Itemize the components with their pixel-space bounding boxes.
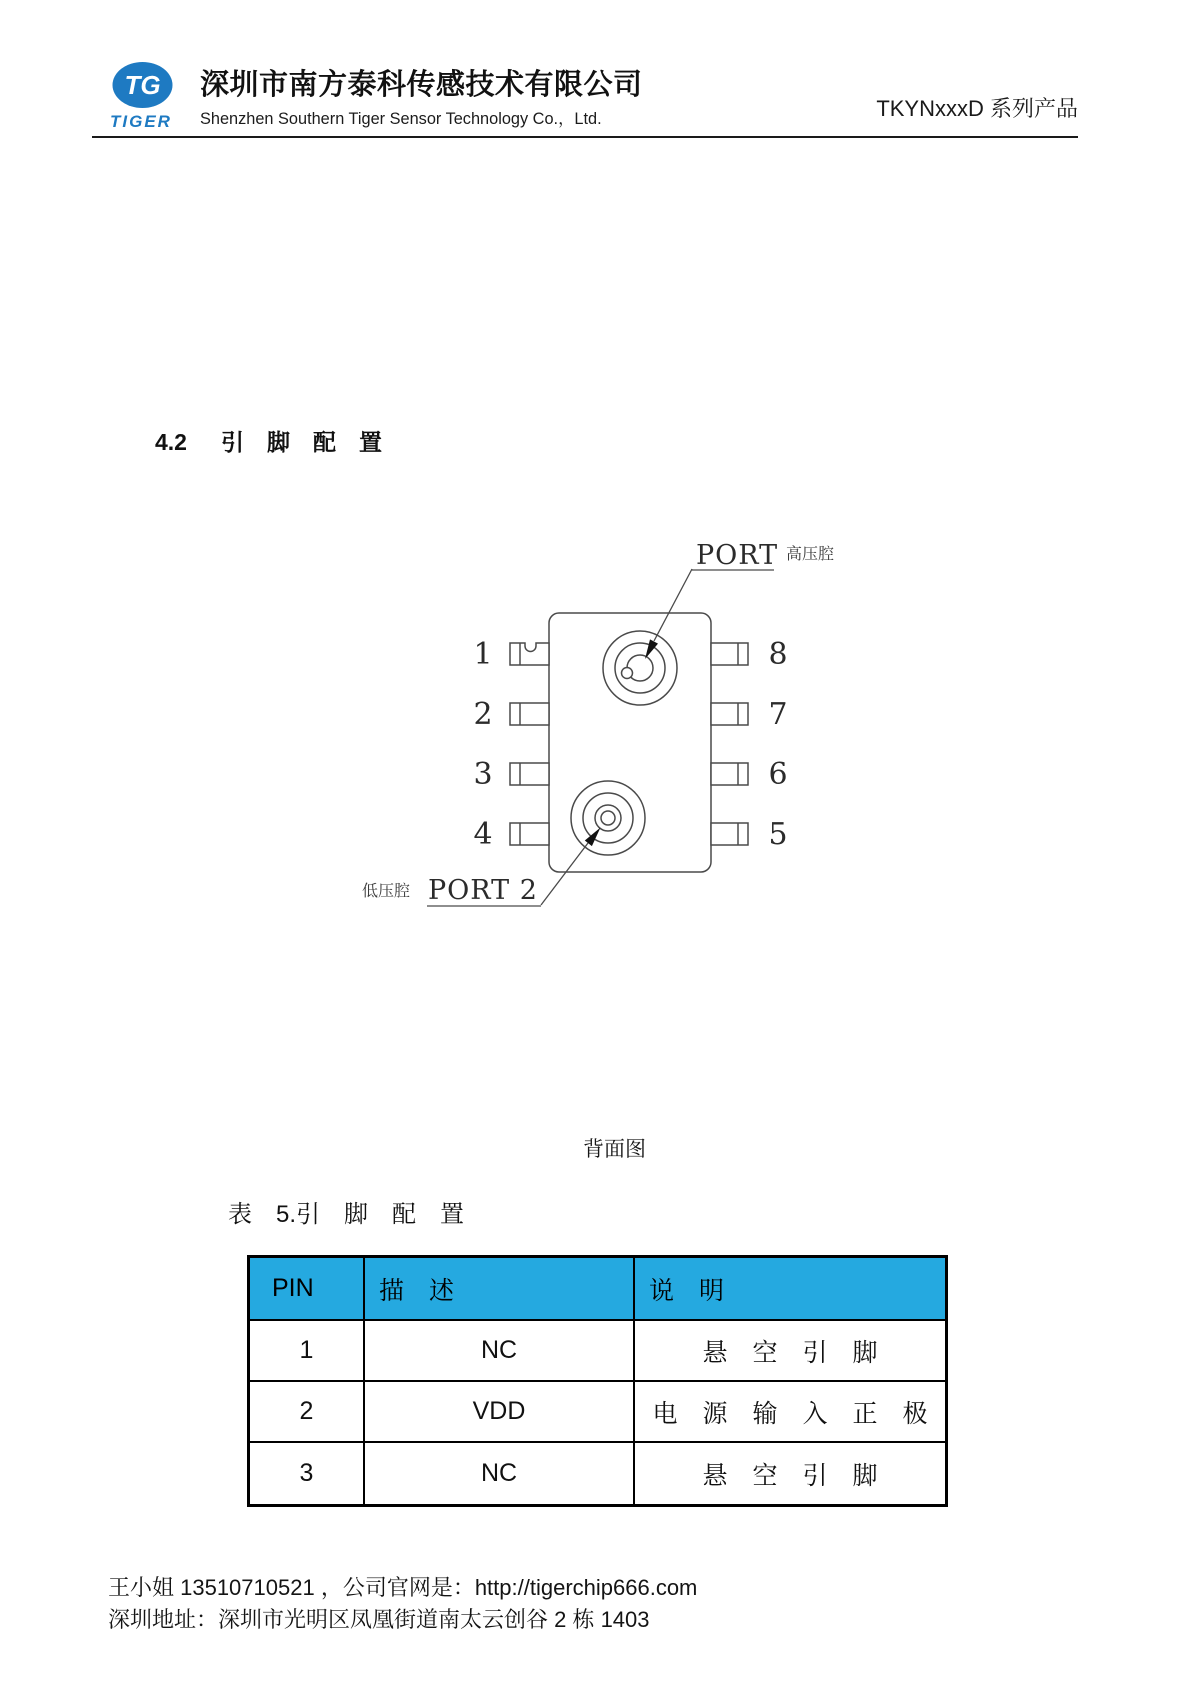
- table-row-1-pin: 1: [250, 1321, 365, 1382]
- footer-contact-line: 王小姐 13510710521 ，公司官网是：http://tigerchip666.com: [108, 1575, 698, 1600]
- port-bottom-label: PORT 2: [428, 875, 538, 906]
- logo-word: TIGER: [110, 112, 172, 131]
- table-header-pin: PIN: [250, 1258, 365, 1321]
- table-row-2-desc: VDD: [365, 1382, 635, 1443]
- table-row-2-note: 电 源 输 入 正 极: [635, 1382, 945, 1443]
- tiger-logo-icon: [108, 58, 203, 112]
- pin-number-6: 6: [768, 757, 788, 792]
- footer-address-line: 深圳地址：深圳市光明区凤凰街道南太云创谷 2 栋 1403: [108, 1607, 650, 1632]
- pin-configuration-diagram: [330, 500, 870, 930]
- company-logo: [108, 58, 203, 140]
- pin-shape-6: [711, 763, 748, 785]
- pin-number-1: 1: [473, 637, 493, 672]
- table-header-note: 说 明: [635, 1258, 945, 1321]
- table-caption: 表 5.引 脚 配 置: [228, 1201, 465, 1228]
- figure-caption: 背面图: [583, 1138, 646, 1161]
- header-divider: [92, 136, 1078, 138]
- pin-number-2: 2: [473, 697, 493, 732]
- section-title-text: 引 脚 配 置: [220, 429, 382, 455]
- section-title: [155, 424, 382, 457]
- table-row-1-desc: NC: [365, 1321, 635, 1382]
- table-row-3-note: 悬 空 引 脚: [702, 1461, 878, 1490]
- pin-shape-8: [711, 643, 748, 665]
- section-number: 4.2: [155, 429, 187, 455]
- table-row-3-desc: NC: [365, 1443, 635, 1504]
- low-pressure-chamber-label: 低压腔: [362, 883, 411, 900]
- pin-shape-2: [510, 703, 549, 725]
- pin-shape-4: [510, 823, 549, 845]
- pin-configuration-table: [247, 1255, 948, 1507]
- chip-body: [549, 613, 711, 872]
- pin-number-5: 5: [768, 817, 788, 852]
- company-name-en: Shenzhen Southern Tiger Sensor Technology Co.，Ltd.: [200, 109, 602, 128]
- high-pressure-chamber-label: 高压腔: [786, 546, 835, 563]
- product-series-label: TKYNxxxD 系列产品: [876, 96, 1078, 121]
- pin-number-3: 3: [473, 757, 493, 792]
- pin-number-8: 8: [768, 637, 788, 672]
- pin-shape-5: [711, 823, 748, 845]
- port-top-label: PORT: [696, 540, 779, 571]
- pin-shape-7: [711, 703, 748, 725]
- table-row-3-pin: 3: [250, 1443, 365, 1504]
- table-row-1-note: 悬 空 引 脚: [635, 1321, 945, 1382]
- pin-number-7: 7: [768, 697, 788, 732]
- pin-shape-1: [510, 643, 549, 665]
- company-name-cn: 深圳市南方泰科传感技术有限公司: [200, 69, 643, 101]
- pin-number-4: 4: [473, 817, 493, 852]
- page-footer: [108, 1572, 697, 1636]
- table-row-2-pin: 2: [250, 1382, 365, 1443]
- logo-monogram: TG: [124, 70, 161, 100]
- pin-shape-3: [510, 763, 549, 785]
- table-header-description: 描 述: [365, 1258, 635, 1321]
